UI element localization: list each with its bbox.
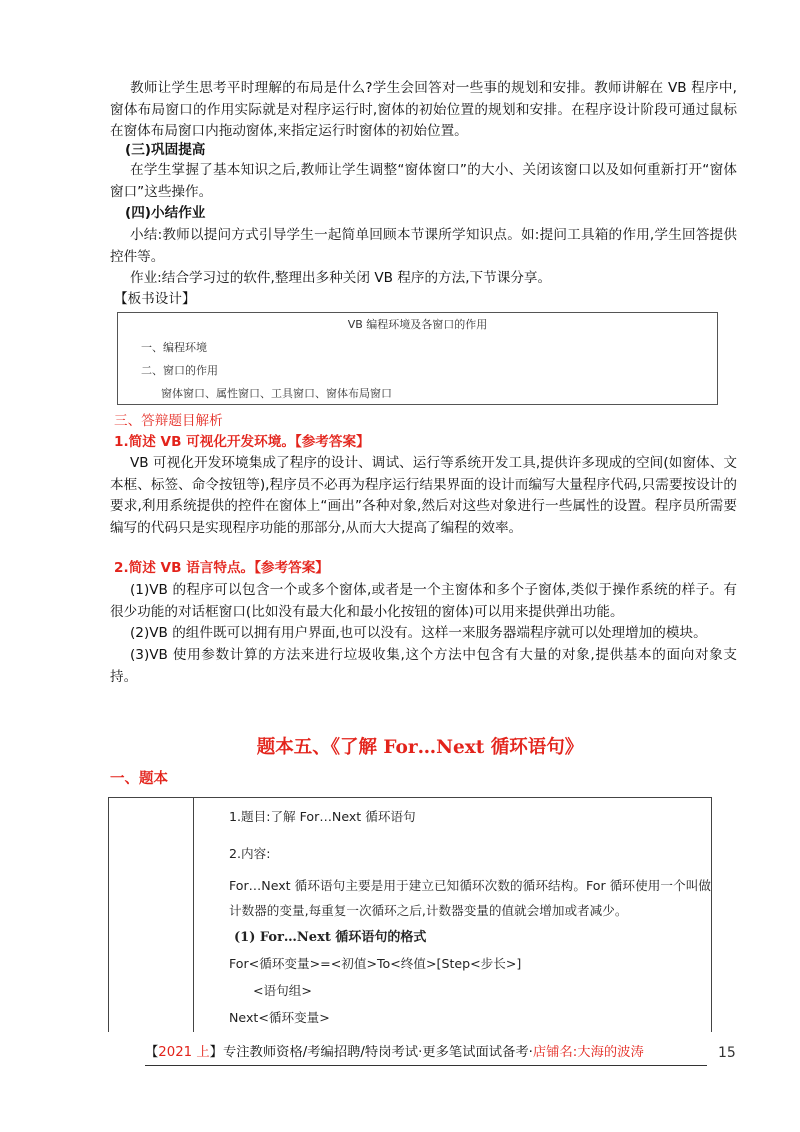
page-number: 15 [718, 1045, 736, 1061]
board-line-environment: 一、编程环境 [141, 341, 207, 354]
heading-summary-homework: (四)小结作业 [125, 205, 206, 221]
topic-content-label: 2.内容: [229, 846, 271, 861]
heading-consolidate: (三)巩固提高 [125, 142, 206, 158]
question-1-heading: 1.简述 VB 可视化开发环境。【参考答案】 [114, 434, 370, 450]
section-heading-topic: 一、题本 [110, 771, 168, 787]
code-line-statements: <语句组> [253, 983, 312, 998]
board-line-window-list: 窗体窗口、属性窗口、工具窗口、窗体布局窗口 [161, 387, 392, 400]
footer-slogan: 】专注教师资格/考编招聘/特岗考试·更多笔试面试备考· [209, 1045, 533, 1060]
page-footer [145, 1043, 707, 1066]
paragraph-homework: 作业:结合学习过的软件,整理出多种关闭 VB 程序的方法,下节课分享。 [130, 270, 552, 286]
analysis-heading: 三、答辩题目解析 [114, 413, 223, 429]
topic-content-paragraph: For…Next 循环语句主要是用于建立已知循环次数的循环结构。For 循环使用一个叫做计数器的变量,每重复一次循环之后,计数器变量的值就会增加或者减少。 [229, 878, 711, 918]
footer-shop-name: 店铺名:大海的波涛 [532, 1045, 644, 1060]
board-design-label: 【板书设计】 [114, 291, 196, 307]
question-2-answer-2: (2)VB 的组件既可以拥有用户界面,也可以没有。这样一来服务器端程序就可以处理增加的模块。 [130, 625, 707, 641]
paragraph-consolidate: 在学生掌握了基本知识之后,教师让学生调整“窗体窗口”的大小、关闭该窗口以及如何重新打开“窗体窗口”这些操作。 [110, 162, 737, 200]
topic-title: 题本五、《了解 For…Next 循环语句》 [256, 737, 584, 758]
question-1-answer: VB 可视化开发环境集成了程序的设计、调试、运行等系统开发工具,提供许多现成的空间(如窗体、文本框、标签、命令按钮等),程序员不必再为程序运行结果界面的设计而编写大量程序代码,只需要按设计的要求,利用系统提供的控件在窗体上“画出”各种对象,然后对这些对象进行一些属性的设置。程序员所需要编写的代码只是实现程序功能的那部分,从而大大提高了编程的效率。 [110, 455, 737, 536]
question-2-answer-3: (3)VB 使用参数计算的方法来进行垃圾收集,这个方法中包含有大量的对象,提供基本的面向对象支持。 [110, 647, 737, 685]
footer-bracket-open: 【 [145, 1045, 159, 1060]
paragraph-layout-window: 教师让学生思考平时理解的布局是什么?学生会回答对一些事的规划和安排。教师讲解在 VB 程序中,窗体布局窗口的作用实际就是对程序运行时,窗体的初始位置的规划和安排。在程序设计阶段可通过鼠标在窗体布局窗口内拖动窗体,来指定运行时窗体的初始位置。 [110, 80, 737, 139]
table-column-divider [193, 798, 194, 1032]
board-design-box [117, 312, 718, 405]
paragraph-summary: 小结:教师以提问方式引导学生一起简单回顾本节课所学知识点。如:提问工具箱的作用,学生回答提供控件等。 [110, 227, 737, 265]
question-2-heading: 2.简述 VB 语言特点。【参考答案】 [114, 560, 329, 576]
board-line-window-role: 二、窗口的作用 [141, 364, 218, 377]
footer-year: 2021 上 [158, 1045, 210, 1060]
topic-format-heading: (1) For…Next 循环语句的格式 [234, 930, 427, 945]
topic-table [108, 797, 712, 1032]
board-title: VB 编程环境及各窗口的作用 [347, 318, 488, 331]
topic-question-title: 1.题目:了解 For…Next 循环语句 [229, 809, 416, 824]
code-line-next: Next<循环变量> [229, 1010, 330, 1025]
code-line-for: For<循环变量>=<初值>To<终值>[Step<步长>] [229, 956, 522, 971]
question-2-answer-1: (1)VB 的程序可以包含一个或多个窗体,或者是一个主窗体和多个子窗体,类似于操作系统的样子。有很少功能的对话框窗口(比如没有最大化和最小化按钮的窗体)可以用来提供弹出功能。 [110, 582, 737, 620]
